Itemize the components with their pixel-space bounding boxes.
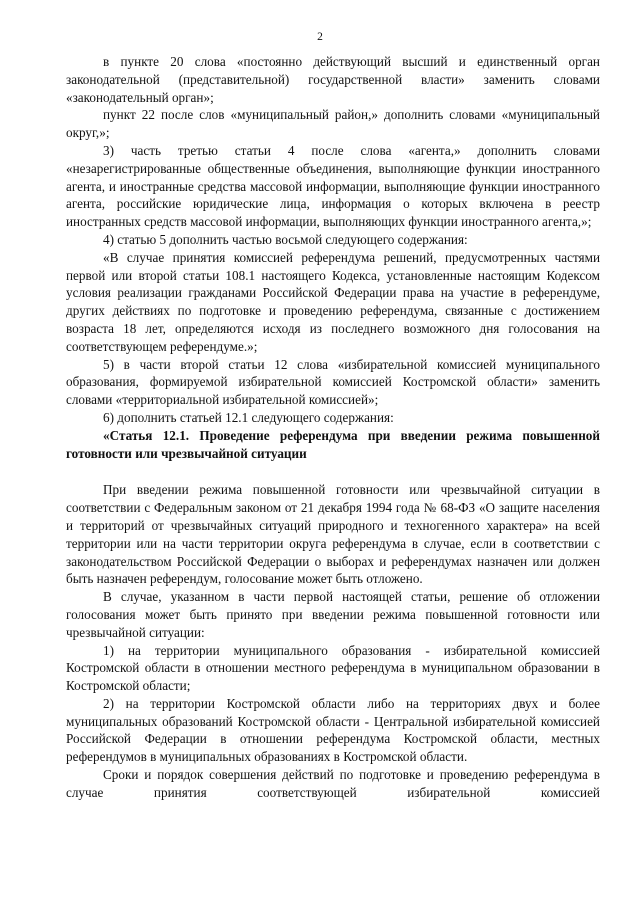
article-12-1-subitem-2: 2) на территории Костромской области либо на территориях двух и более муниципальных образований Костромской области - Центральной избирательной комиссией Российской Федерации в отношении референдума Костромской области, местных референдумов в муниципальных образованиях в Костромской области. <box>66 695 600 765</box>
paragraph-item-3: 3) часть третью статьи 4 после слова «агента,» дополнить словами «незарегистрированные общественные объединения, выполняющие функции иностранного агента, и иностранные средства массовой информации, выполняющие функции иностранного агента, российские юридические лица, информация о которых включена в реестр иностранных средств массовой информации, выполняющих функции иностранного агента,»; <box>66 142 600 230</box>
paragraph-item-4: 4) статью 5 дополнить частью восьмой следующего содержания: <box>103 231 468 247</box>
article-12-1-subitem-1: 1) на территории муниципального образования - избирательной комиссией Костромской области в отношении местного референдума в муниципальном образовании в Костромской области; <box>66 642 600 694</box>
article-12-1-heading: «Статья 12.1. Проведение референдума при введении режима повышенной готовности или чрезвычайной ситуации <box>66 427 600 461</box>
paragraph-quoted-part-8: «В случае принятия комиссией референдума решений, предусмотренных частями первой или второй статьи 108.1 настоящего Кодекса, установленные настоящим Кодексом условия реализации гражданами Российской Федерации права на участие в референдуме, других действиях по подготовке и проведению референдума, связанные с достижением возраста 18 лет, определяются исходя из последнего возможного дня голосования на соответствующем референдуме.»; <box>66 249 600 354</box>
article-12-1-part-2: В случае, указанном в части первой настоящей статьи, решение об отложении голосования может быть принято при введении режима повышенной готовности или чрезвычайной ситуации: <box>66 589 600 640</box>
document-body <box>66 53 600 802</box>
paragraph-item-6: 6) дополнить статьей 12.1 следующего содержания: <box>103 409 394 425</box>
article-12-1-part-3: Сроки и порядок совершения действий по подготовке и проведению референдума в случае принятия соответствующей избирательной комиссией <box>66 767 600 800</box>
article-12-1-part-1: При введении режима повышенной готовности или чрезвычайной ситуации в соответствии с Федеральным законом от 21 декабря 1994 года № 68-ФЗ «О защите населения и территорий от чрезвычайных ситуаций природного и техногенного характера» на всей территории или на части территории округа референдума в случае, если в соответствии с законодательством Российской Федерации о выборах и референдумах назначен или должен быть назначен референдум, голосование может быть отложено. <box>66 482 600 587</box>
paragraph-item-5: 5) в части второй статьи 12 слова «избирательной комиссией муниципального образования, формируемой избирательной комиссией Костромской области» заменить словами «территориальной избирательной комиссией»; <box>66 356 600 408</box>
paragraph-point-22: пункт 22 после слов «муниципальный район,» дополнить словами «муниципальный округ,»; <box>66 107 600 141</box>
paragraph-point-20: в пункте 20 слова «постоянно действующий высший и единственный орган законодательной (представительной) государственной власти» заменить словами «законодательный орган»; <box>66 54 600 105</box>
page-number: 2 <box>317 31 323 43</box>
